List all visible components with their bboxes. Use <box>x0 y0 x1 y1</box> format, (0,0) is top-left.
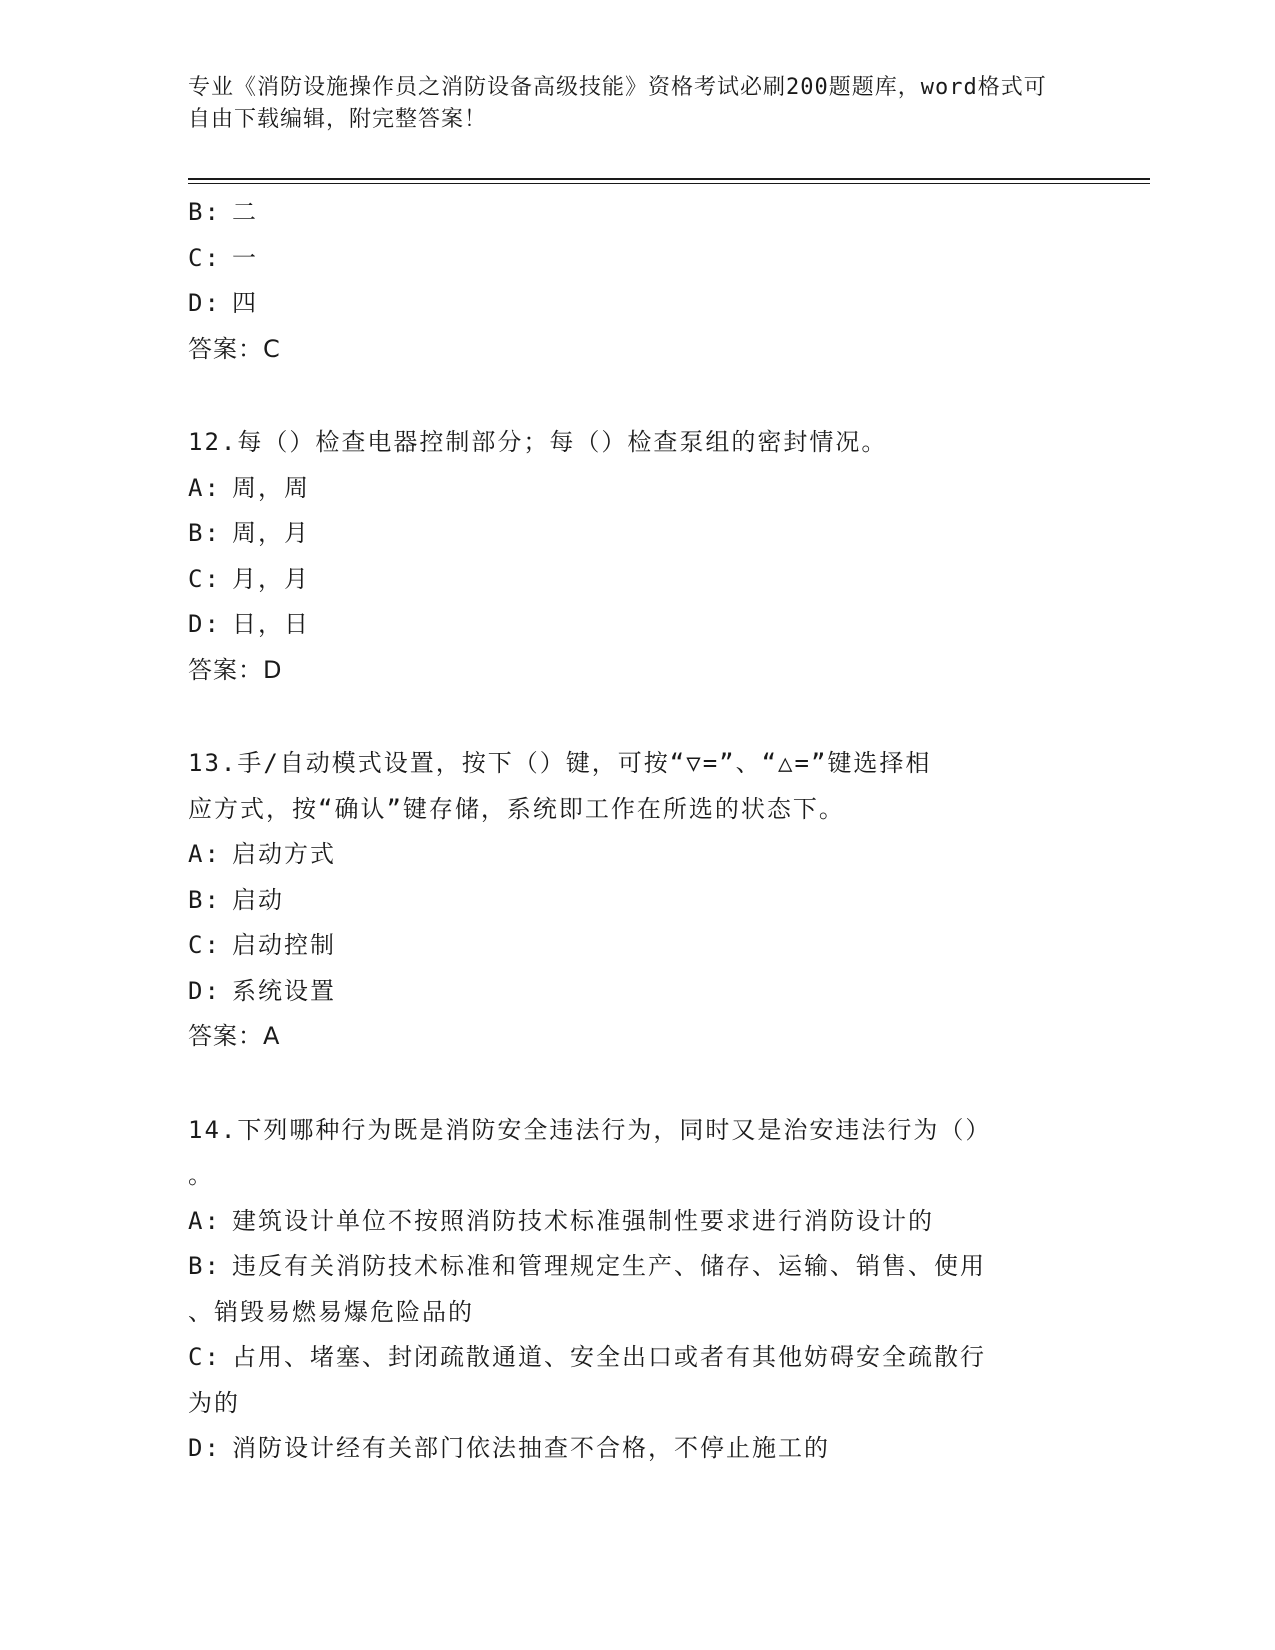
option-c <box>188 557 1088 603</box>
option-b <box>188 1244 1088 1290</box>
option-label: B: <box>188 885 221 914</box>
option-label: A: <box>188 840 221 868</box>
option-text: 一 <box>232 243 258 272</box>
option-text: 启动控制 <box>232 931 336 959</box>
option-text: 四 <box>232 289 258 317</box>
option-label: D: <box>188 976 221 1005</box>
option-a <box>188 466 1088 512</box>
option-text: 月，月 <box>232 564 310 593</box>
question-spacer <box>188 372 1088 420</box>
option-d <box>188 602 1088 648</box>
option-label: C: <box>188 931 221 959</box>
option-c <box>188 236 1088 282</box>
option-text: 消防设计经有关部门依法抽查不合格，不停止施工的 <box>232 1434 830 1462</box>
question-stem-line-1: 13.手/自动模式设置，按下（）键，可按“▽=”、“△=”键选择相 <box>188 749 932 777</box>
question-spacer <box>188 1060 1088 1108</box>
option-b <box>188 511 1088 557</box>
option-c <box>188 923 1088 969</box>
question-13 <box>188 741 1088 1060</box>
question-spacer <box>188 693 1088 741</box>
option-text: 建筑设计单位不按照消防技术标准强制性要求进行消防设计的 <box>232 1206 934 1235</box>
option-text: 日，日 <box>232 610 310 638</box>
option-label: A: <box>188 1206 221 1235</box>
option-label: C: <box>188 564 221 593</box>
option-text: 启动方式 <box>232 840 336 868</box>
question-stem: 12.每（）检查电器控制部分；每（）检查泵组的密封情况。 <box>188 428 888 456</box>
question-stem-line-2: 应方式，按“确认”键存储，系统即工作在所选的状态下。 <box>188 794 845 823</box>
option-b <box>188 878 1088 924</box>
answer: 答案：A <box>188 1022 281 1050</box>
option-label: A: <box>188 473 221 502</box>
option-a <box>188 1199 1088 1245</box>
answer: 答案：C <box>188 334 281 363</box>
document-header: 专业《消防设施操作员之消防设备高级技能》资格考试必刷200题题库，word格式可自由下载编辑，附完整答案！ <box>188 75 1047 132</box>
option-label: B: <box>188 519 221 547</box>
option-b <box>188 190 1088 236</box>
option-text: 系统设置 <box>232 976 336 1005</box>
option-label: C: <box>188 1343 221 1371</box>
question-14 <box>188 1108 1088 1472</box>
option-label: D: <box>188 289 221 317</box>
question-body <box>188 190 1088 1472</box>
option-text: 启动 <box>232 885 284 914</box>
option-label: C: <box>188 243 221 272</box>
option-b-continued: 、销毁易燃易爆危险品的 <box>188 1297 474 1326</box>
question-stem-line-2: 。 <box>188 1161 214 1189</box>
option-c-continued: 为的 <box>188 1388 240 1417</box>
option-label: B: <box>188 1252 221 1280</box>
option-text: 周，月 <box>232 519 310 547</box>
option-label: D: <box>188 610 221 638</box>
answer: 答案：D <box>188 655 283 684</box>
option-c <box>188 1335 1088 1381</box>
option-text: 二 <box>232 198 258 226</box>
option-d <box>188 969 1088 1015</box>
question-stem-line-1: 14.下列哪种行为既是消防安全违法行为，同时又是治安违法行为（） <box>188 1115 992 1144</box>
option-label: D: <box>188 1434 221 1462</box>
header-divider-thick <box>188 178 1150 180</box>
option-label: B: <box>188 198 221 226</box>
option-d <box>188 1426 1088 1472</box>
option-text: 占用、堵塞、封闭疏散通道、安全出口或者有其他妨碍安全疏散行 <box>232 1343 986 1371</box>
option-a <box>188 832 1088 878</box>
option-d <box>188 281 1088 327</box>
header-divider-thin <box>188 183 1150 184</box>
option-text: 违反有关消防技术标准和管理规定生产、储存、运输、销售、使用 <box>232 1252 986 1280</box>
option-text: 周，周 <box>232 473 310 502</box>
question-12 <box>188 420 1088 693</box>
prev-question <box>188 190 1088 372</box>
